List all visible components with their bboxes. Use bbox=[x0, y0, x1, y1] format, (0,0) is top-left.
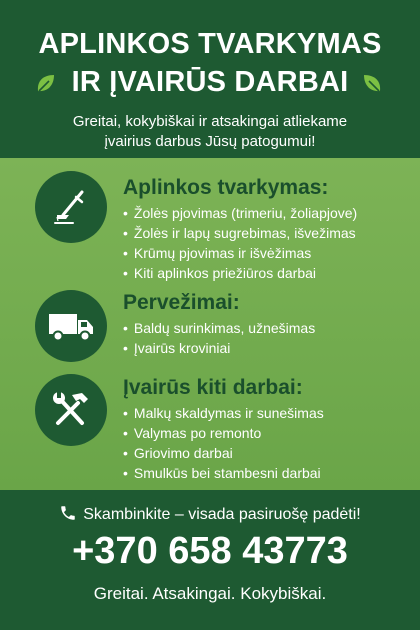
main-title-line2: IR ĮVAIRŪS DARBAI bbox=[71, 66, 349, 98]
main-title-line1: APLINKOS TVARKYMAS bbox=[38, 28, 382, 60]
truck-icon bbox=[35, 290, 107, 362]
list-item: • Griovimo darbai bbox=[123, 443, 324, 463]
section-title-other-works: Įvairūs kiti darbai: bbox=[123, 376, 303, 399]
list-item: • Smulkūs bei stambesni darbai bbox=[123, 463, 324, 483]
phone-icon bbox=[59, 504, 77, 522]
services-panel bbox=[0, 158, 420, 490]
list-item: • Žolės pjovimas (trimeriu, žoliapjove) bbox=[123, 203, 357, 223]
phone-number[interactable]: +370 658 43773 bbox=[72, 530, 348, 572]
hammer-wrench-icon bbox=[35, 374, 107, 446]
call-line bbox=[0, 504, 420, 524]
landscaping-list bbox=[123, 203, 357, 283]
call-text: Skambinkite – visada pasiruošę padėti! bbox=[83, 506, 361, 523]
list-item: • Krūmų pjovimas ir išvėžimas bbox=[123, 243, 357, 263]
slogan: Greitai. Atsakingai. Kokybiškai. bbox=[93, 584, 327, 603]
list-item: • Žolės ir lapų sugrebimas, išvežimas bbox=[123, 223, 357, 243]
section-title-landscaping: Aplinkos tvarkymas: bbox=[123, 176, 329, 199]
subtitle-line1: Greitai, kokybiškai ir atsakingai atliekame bbox=[72, 113, 348, 130]
header-banner bbox=[0, 0, 420, 158]
list-item: • Malkų skaldymas ir sunešimas bbox=[123, 403, 324, 423]
leaf-icon bbox=[360, 72, 384, 96]
list-item: • Valymas po remonto bbox=[123, 423, 324, 443]
other-works-list bbox=[123, 403, 324, 483]
footer-banner bbox=[0, 490, 420, 630]
list-item: • Baldų surinkimas, užnešimas bbox=[123, 318, 315, 338]
grass-trimmer-icon bbox=[35, 171, 107, 243]
subtitle-line2: įvairius darbus Jūsų patogumui! bbox=[104, 133, 316, 150]
transport-list bbox=[123, 318, 315, 358]
section-title-transport: Pervežimai: bbox=[123, 291, 240, 314]
list-item: • Įvairūs kroviniai bbox=[123, 338, 315, 358]
list-item: • Kiti aplinkos priežiūros darbai bbox=[123, 263, 357, 283]
